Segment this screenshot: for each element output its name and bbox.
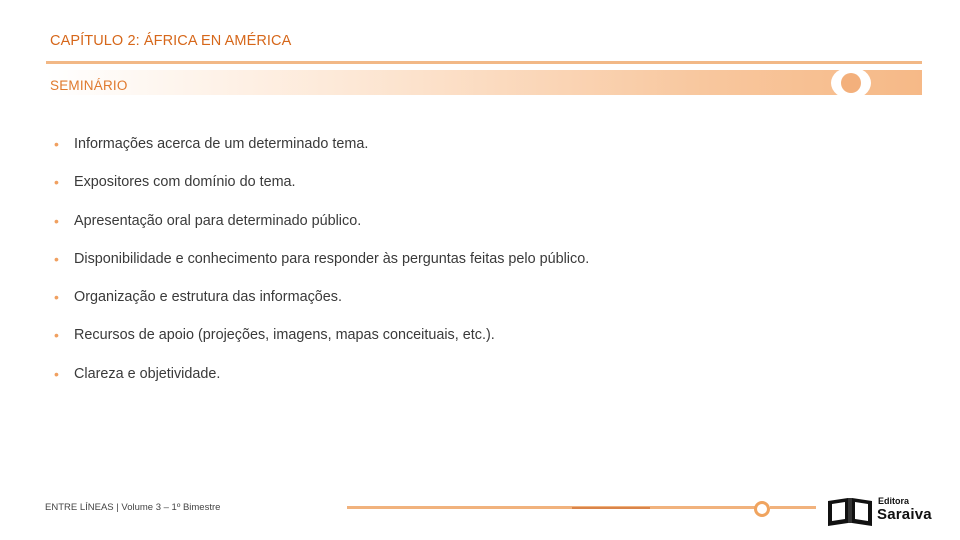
bullet-text: Apresentação oral para determinado público.: [74, 212, 362, 229]
bullet-text: Organização e estrutura das informações.: [74, 289, 342, 306]
bullet-text: Expositores com domínio do tema.: [74, 174, 296, 191]
list-item: [54, 364, 589, 402]
logo-main-text: Saraiva: [877, 506, 932, 523]
footer-ring-icon: [754, 501, 770, 517]
section-label: SEMINÁRIO: [50, 78, 128, 93]
header-divider: [46, 61, 922, 64]
logo-top-text: Editora: [878, 496, 910, 506]
publisher-logo: [826, 495, 941, 527]
bullet-icon: •: [54, 174, 59, 191]
section-band: [46, 70, 922, 95]
open-book-icon: [826, 495, 874, 527]
bullet-text: Clareza e objetividade.: [74, 365, 221, 382]
bullet-icon: •: [54, 136, 59, 152]
chapter-title: CAPÍTULO 2: ÁFRICA EN AMÉRICA: [50, 33, 292, 49]
list-item: [54, 172, 589, 210]
bullet-text: Disponibilidade e conhecimento para responder às perguntas feitas pelo público.: [74, 250, 590, 267]
bullet-icon: •: [54, 250, 59, 267]
footer-divider-end: [770, 506, 816, 509]
bullet-icon: •: [54, 365, 59, 382]
bullet-text: Recursos de apoio (projeções, imagens, mapas conceituais, etc.).: [74, 327, 495, 344]
footer-divider: [347, 506, 757, 509]
list-item: [54, 249, 589, 287]
bullet-text: Informações acerca de um determinado tema.: [74, 136, 369, 152]
band-dot-icon: [841, 73, 861, 93]
list-item: [54, 287, 589, 325]
bullet-icon: •: [54, 327, 59, 344]
list-item: [54, 134, 589, 172]
list-item: [54, 325, 589, 363]
bullet-icon: •: [54, 289, 59, 306]
footer-text: ENTRE LÍNEAS | Volume 3 – 1º Bimestre: [45, 502, 221, 513]
bullet-icon: •: [54, 212, 59, 229]
list-item: [54, 211, 589, 249]
footer-divider-accent: [572, 507, 650, 509]
bullet-list: [54, 134, 589, 402]
